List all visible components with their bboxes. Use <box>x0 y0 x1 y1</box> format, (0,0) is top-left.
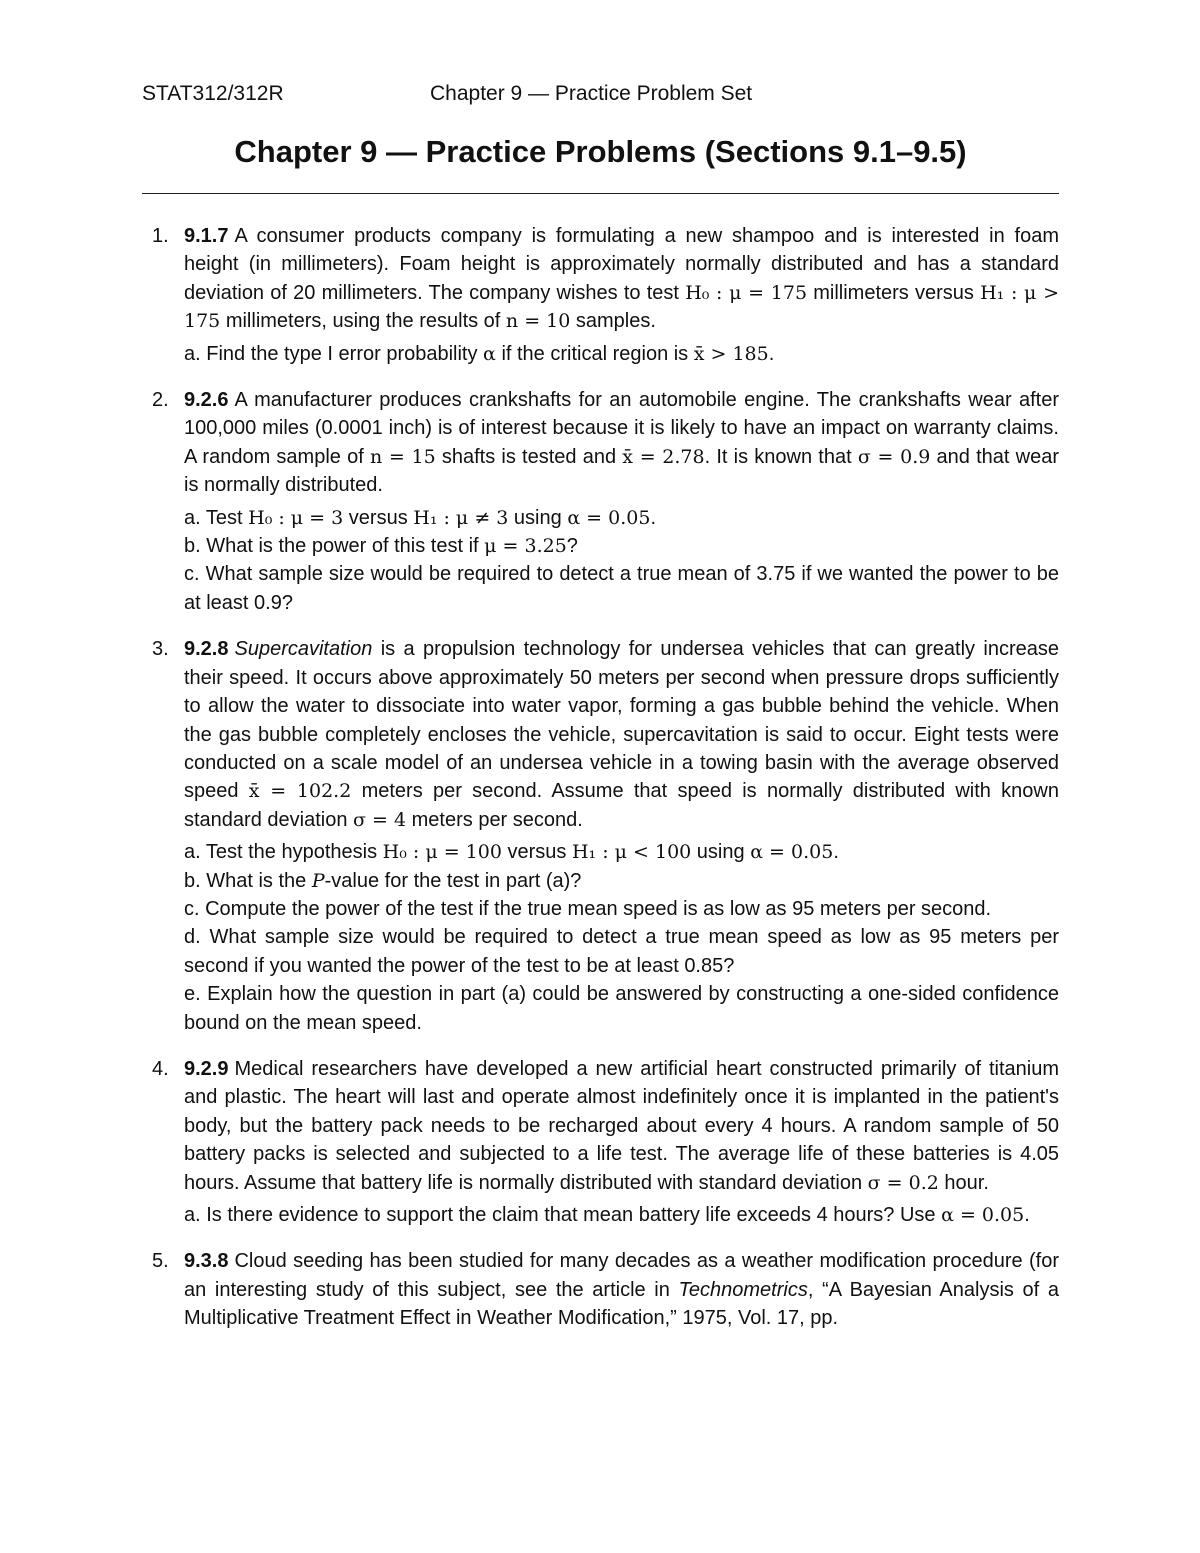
exercise-code: 9.1.7 <box>184 225 229 247</box>
problem-part-a: a. Find the type I error probability α if the critical region is x̄ > 185. <box>184 342 775 365</box>
math-sample-size: n = 10 <box>505 310 571 333</box>
exercise-code: 9.2.9 <box>184 1057 229 1080</box>
page-title: Chapter 9 — Practice Problems (Sections 9.1–9.5) <box>234 134 967 169</box>
problem-statement: 9.2.6 A manufacturer produces crankshafts for an automobile engine. The crankshafts wear after 100,000 miles (0.0001 inch) is of interest because it is likely to have an impact on warranty claims. A random sample of n = 15 shafts is tested and x̄ = 2.78. It is known that σ = 0.9 and that wear is normally distributed. <box>184 389 1059 497</box>
problem-part-d: d. What sample size would be required to detect a true mean speed as low as 95 meters per second if you wanted the power of the test to be at least 0.85? <box>184 926 1059 977</box>
problem-number: 4. <box>152 1057 169 1080</box>
running-header <box>142 82 1072 112</box>
problem-list <box>142 222 1059 1351</box>
problem-number: 2. <box>152 389 169 412</box>
exercise-code: 9.3.8 <box>184 1250 229 1273</box>
problem-statement: 9.2.9 Medical researchers have developed a new artificial heart constructed primarily of titanium and plastic. The heart will last and operate almost indefinitely once it is implanted in the patient's body, but the battery pack needs to be recharged about every 4 hours. A random sample of 50 battery packs is selected and subjected to a life test. The average life of these batteries is 4.05 hours. Assume that battery life is normally distributed with standard deviation σ = 0.2 hour. <box>184 1057 1059 1194</box>
problem-part-e: e. Explain how the question in part (a) could be answered by constructing a one-sided confidence bound on the mean speed. <box>184 983 1059 1034</box>
problem-part-a: a. Test H₀ : μ = 3 versus H₁ : μ ≠ 3 using α = 0.05. <box>184 506 657 529</box>
emphasized-term: Supercavitation <box>234 638 373 661</box>
problem-statement: 9.3.8 Cloud seeding has been studied for many decades as a weather modification procedure (for an interesting study of this subject, see the article in Technometrics, “A Bayesian Analysis of a Multiplicative Treatment Effect in Weather Modification,” 1975, Vol. 17, pp. <box>184 1250 1059 1330</box>
problem-number: 3. <box>152 638 169 661</box>
exercise-code: 9.2.8 <box>184 638 229 661</box>
problem-part-a: a. Is there evidence to support the claim that mean battery life exceeds 4 hours? Use α = 0.05. <box>184 1204 1030 1226</box>
problem-part-b: b. What is the power of this test if μ = 3.25? <box>184 535 578 558</box>
problem-number: 5. <box>152 1250 169 1273</box>
title-divider <box>142 193 1059 194</box>
course-code: STAT312/312R <box>142 82 284 105</box>
problem-part-c: c. Compute the power of the test if the true mean speed is as low as 95 meters per second. <box>184 897 992 920</box>
problem-statement: 9.1.7 A consumer products company is formulating a new shampoo and is interested in foam height (in millimeters). Foam height is approximately normally distributed and has a standard deviation of 20 millimeters. The company wishes to test H₀ : μ = 175 millimeters versus H₁ : μ > 175 millimeters, using the results of n = 10 samples. <box>184 225 1059 333</box>
problem-5 <box>142 1247 1059 1332</box>
problem-statement: 9.2.8 Supercavitation is a propulsion technology for undersea vehicles that can greatly increase their speed. It occurs above approximately 50 meters per second when pressure drops sufficiently to allow the water to dissociate into water vapor, forming a gas bubble behind the vehicle. When the gas bubble completely encloses the vehicle, supercavitation is said to occur. Eight tests were conducted on a scale model of an undersea vehicle in a towing basin with the average observed speed x̄ = 102.2 meters per second. Assume that speed is normally distributed with known standard deviation σ = 4 meters per second. <box>184 638 1059 831</box>
problem-number: 1. <box>152 225 169 247</box>
math-hypothesis-alt: H₁ : μ > 175 <box>184 281 1059 333</box>
problem-3 <box>142 635 1059 1037</box>
journal-name: Technometrics <box>678 1278 808 1301</box>
exercise-code: 9.2.6 <box>184 389 229 412</box>
problem-part-b: b. What is the P-value for the test in part (a)? <box>184 869 582 892</box>
problem-2 <box>142 386 1059 617</box>
problem-4 <box>142 1055 1059 1229</box>
header-set-title: Chapter 9 — Practice Problem Set <box>430 82 753 105</box>
problem-part-c: c. What sample size would be required to detect a true mean of 3.75 if we wanted the power to be at least 0.9? <box>184 563 1059 614</box>
math-hypothesis-null: H₀ : μ = 175 <box>685 281 808 304</box>
problem-1 <box>142 222 1059 368</box>
problem-part-a: a. Test the hypothesis H₀ : μ = 100 versus H₁ : μ < 100 using α = 0.05. <box>184 841 839 864</box>
